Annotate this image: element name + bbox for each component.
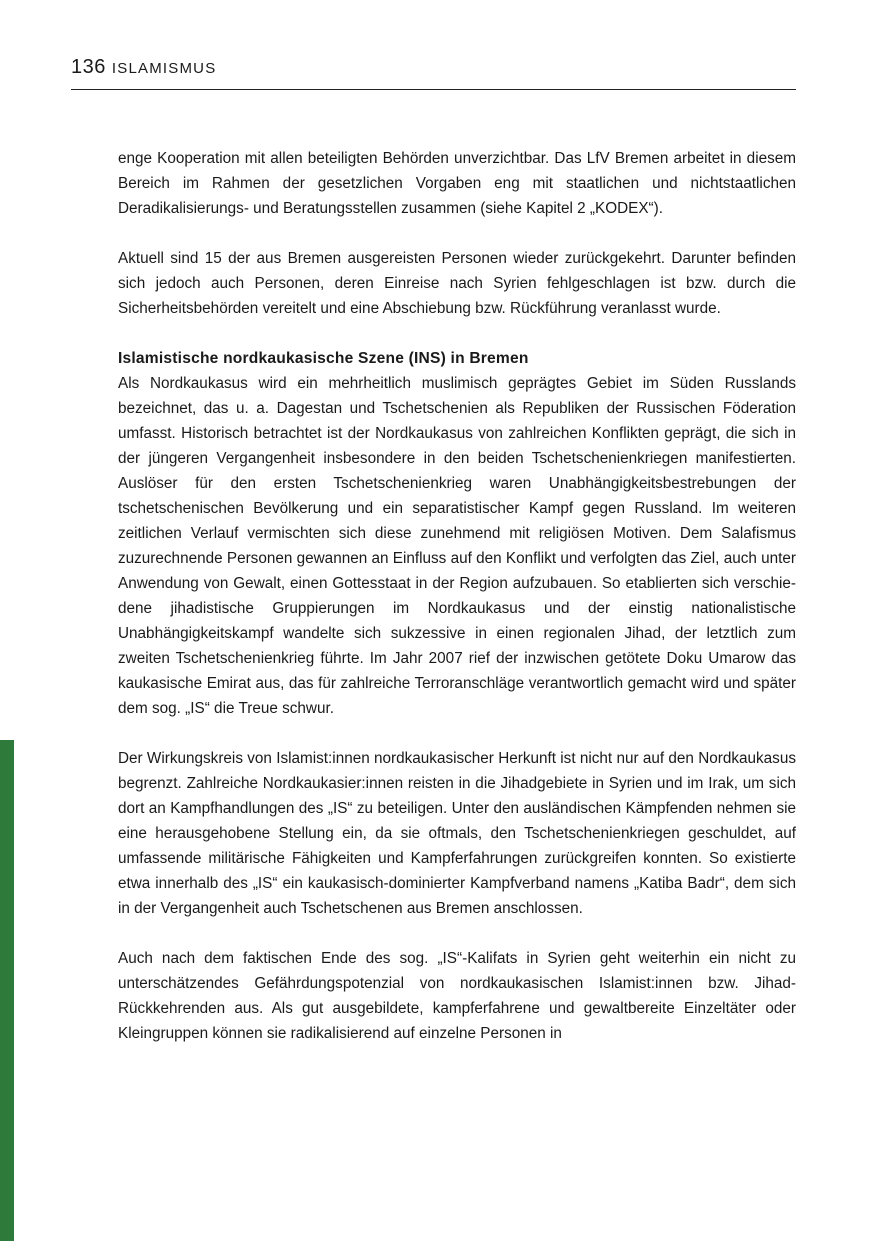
page-number: 136 [71, 56, 106, 78]
paragraph-threat-potential: Auch nach dem faktischen Ende des sog. „IS“-Kalifats in Syrien geht weiterhin ein nicht zu unterschätzendes Gefährdungspotenzial von nordkaukasischen Islamist:innen bzw. Jihad-Rückkehrenden aus. Als gut ausgebildete, kampferfahrene und gewaltbereite Einzeltäter oder Kleingruppen können sie radikalisierend auf einzelne Personen in [118, 950, 796, 1042]
paragraph-north-caucasus: Als Nordkaukasus wird ein mehrheitlich muslimisch geprägtes Gebiet im Süden Russlands bezeichnet, das u. a. Dagestan und Tschetschenien als Republiken der Russischen Föderation umfasst. Historisch betrachtet ist der Nordkaukasus von zahlreichen Konflikten geprägt, die sich in der jüngeren Vergangenheit insbesondere in den beiden Tschetschenienkriegen manifestierten. Auslöser für den ersten Tschetschenienkrieg waren Unabhängigkeitsbestrebungen der tschetschenischen Bevölkerung und ein separatistischer Kampf gegen Russland. Im weiteren zeitlichen Verlauf vermischten sich diese zunehmend mit religiösen Motiven. Dem Salafismus zuzurechnende Personen gewannen an Einfluss auf den Konflikt und verfolgten das Ziel, auch unter Anwendung von Gewalt, einen Gottesstaat in der Region aufzubauen. So etablierten sich verschiedene jihadistische Gruppierungen im Nordkaukasus und der einstig nationalistische Unabhängigkeitskampf wandelte sich sukzessive in einen regionalen Jihad, der letztlich zum zweiten Tschetschenienkrieg führte. Im Jahr 2007 rief der inzwischen getötete Doku Umarow das kaukasische Emirat aus, das für zahlreiche Terroranschläge verantwortlich gemacht wird und später dem sog. „IS“ die Treue schwur. [118, 375, 796, 717]
paragraph-cooperation: enge Kooperation mit allen beteiligten Behörden unverzichtbar. Das LfV Bremen arbeitet in diesem Bereich im Rahmen der gesetzlichen Vorgaben eng mit staatlichen und nichtstaatlichen Deradikalisierungs- und Beratungsstellen zusammen (siehe Kapitel 2 „KODEX“). [118, 150, 796, 217]
paragraph-sphere-of-influence: Der Wirkungskreis von Islamist:innen nordkaukasischer Herkunft ist nicht nur auf den Nordkaukasus begrenzt. Zahlreiche Nordkaukasier:innen reisten in die Jihadgebiete in Syrien und im Irak, um sich dort an Kampfhandlungen des „IS“ zu beteiligen. Unter den ausländischen Kämpfenden nehmen sie eine herausgehobene Stellung ein, da sie oftmals, den Tschetschenienkriegen geschuldet, auf umfassende militärische Fähigkeiten und Kampferfahrungen zurückgreifen konnten. So existierte etwa innerhalb des „IS“ ein kaukasisch-dominierter Kampfverband namens „Katiba Badr“, dem sich in der Vergangenheit auch Tschetschenen aus Bremen anschlossen. [118, 750, 796, 917]
paragraph-returnees: Aktuell sind 15 der aus Bremen ausgereisten Personen wieder zurückgekehrt. Darunter befinden sich jedoch auch Personen, deren Einreise nach Syrien fehlgeschlagen ist bzw. durch die Sicherheitsbehörden vereitelt und eine Abschiebung bzw. Rückführung veranlasst wurde. [118, 250, 796, 317]
section-heading: Islamistische nordkaukasische Szene (INS) in Bremen [118, 350, 529, 367]
running-header [71, 56, 796, 90]
chapter-color-bar [0, 740, 14, 1241]
section-title: ISLAMISMUS [111, 60, 217, 77]
body-text [118, 146, 796, 1071]
